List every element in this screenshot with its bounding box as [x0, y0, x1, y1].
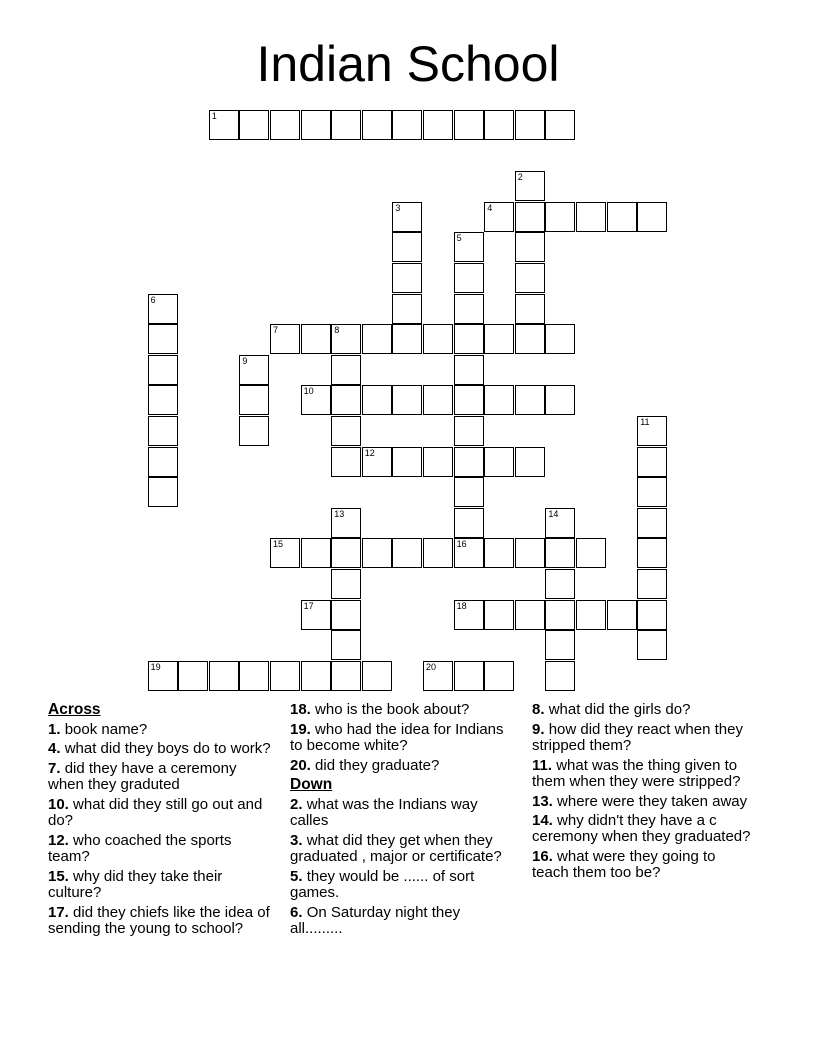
grid-cell[interactable] [423, 661, 453, 691]
grid-cell[interactable] [239, 661, 269, 691]
grid-cell[interactable] [454, 294, 484, 324]
grid-cell[interactable] [454, 447, 484, 477]
grid-cell[interactable] [454, 355, 484, 385]
grid-cell[interactable] [392, 447, 422, 477]
grid-cell[interactable] [423, 110, 453, 140]
grid-cell[interactable] [515, 110, 545, 140]
grid-cell[interactable] [484, 661, 514, 691]
grid-cell[interactable] [545, 324, 575, 354]
grid-cell[interactable] [148, 385, 178, 415]
clue-down-6: 6. On Saturday night they all......... [290, 903, 461, 937]
grid-cell[interactable] [331, 600, 361, 630]
cell-number: 17 [303, 600, 314, 611]
grid-cell[interactable] [454, 600, 484, 630]
grid-cell[interactable] [423, 385, 453, 415]
grid-cell[interactable] [484, 202, 514, 232]
puzzle-title: Indian School [256, 36, 560, 92]
grid-cell[interactable] [301, 600, 331, 630]
grid-cell[interactable] [545, 600, 575, 630]
grid-cell[interactable] [331, 416, 361, 446]
grid-cell[interactable] [637, 538, 667, 568]
grid-cell[interactable] [454, 416, 484, 446]
down-heading: Down [290, 776, 333, 794]
grid-cell[interactable] [454, 232, 484, 262]
grid-cell[interactable] [515, 294, 545, 324]
cell-number: 12 [364, 447, 375, 458]
grid-cell[interactable] [454, 324, 484, 354]
grid-cell[interactable] [484, 447, 514, 477]
grid-cell[interactable] [270, 538, 300, 568]
cell-number: 15 [273, 539, 284, 550]
grid-cell[interactable] [301, 385, 331, 415]
grid-cell[interactable] [515, 538, 545, 568]
grid-cell[interactable] [515, 324, 545, 354]
grid-cell[interactable] [515, 447, 545, 477]
grid-cell[interactable] [270, 110, 300, 140]
clue-column-1 [48, 702, 276, 941]
clue-across-7: 7. did they have a ceremony when they graduted [48, 760, 237, 794]
cell-number: 13 [334, 508, 345, 519]
grid-cell[interactable] [301, 324, 331, 354]
grid-cell[interactable] [270, 661, 300, 691]
grid-cell[interactable] [331, 661, 361, 691]
grid-cell[interactable] [454, 538, 484, 568]
cell-number: 20 [426, 661, 437, 672]
grid-cell[interactable] [423, 447, 453, 477]
grid-cell[interactable] [454, 477, 484, 507]
grid-cell[interactable] [637, 416, 667, 446]
grid-cell[interactable] [484, 385, 514, 415]
grid-cell[interactable] [362, 324, 392, 354]
grid-cell[interactable] [515, 202, 545, 232]
grid-cell[interactable] [545, 385, 575, 415]
clue-column-2 [290, 702, 506, 941]
clue-down-5: 5. they would be ...... of sort games. [290, 867, 475, 902]
grid-cell[interactable] [454, 110, 484, 140]
grid-cell[interactable] [454, 508, 484, 538]
cell-number: 9 [242, 355, 248, 366]
grid-cell[interactable] [148, 661, 178, 691]
grid-cell[interactable] [392, 385, 422, 415]
clue-across-19: 19. who had the idea for Indians to become white? [290, 720, 504, 754]
grid-cell[interactable] [239, 110, 269, 140]
grid-cell[interactable] [576, 600, 606, 630]
grid-cell[interactable] [423, 324, 453, 354]
grid-cell[interactable] [392, 202, 422, 232]
grid-cell[interactable] [423, 538, 453, 568]
cell-number: 7 [273, 325, 279, 336]
grid-cell[interactable] [515, 171, 545, 201]
grid-cell[interactable] [576, 538, 606, 568]
cell-number: 5 [456, 233, 462, 244]
grid-cell[interactable] [301, 661, 331, 691]
grid-cell[interactable] [331, 569, 361, 599]
clue-across-17: 17. did they chiefs like the idea of sending the young to school? [48, 903, 270, 937]
clue-down-14: 14. why didn't they have a c ceremony when they graduated? [532, 812, 751, 846]
grid-cell[interactable] [301, 110, 331, 140]
grid-cell[interactable] [545, 569, 575, 599]
grid-cell[interactable] [515, 232, 545, 262]
grid-cell[interactable] [148, 477, 178, 507]
grid-cell[interactable] [545, 661, 575, 691]
clue-across-18: 18. who is the book about? [290, 701, 470, 718]
grid-cell[interactable] [301, 538, 331, 568]
grid-cell[interactable] [515, 600, 545, 630]
grid-cell[interactable] [392, 110, 422, 140]
cell-number: 4 [487, 202, 493, 213]
cell-number: 8 [334, 325, 340, 336]
grid-cell[interactable] [331, 110, 361, 140]
cell-number: 3 [395, 202, 401, 213]
grid-cell[interactable] [239, 385, 269, 415]
cell-number: 14 [548, 508, 559, 519]
clue-across-15: 15. why did they take their culture? [48, 867, 223, 902]
grid-cell[interactable] [484, 600, 514, 630]
cell-number: 11 [640, 417, 650, 427]
grid-cell[interactable] [148, 416, 178, 446]
clue-across-1: 1. book name? [48, 720, 148, 738]
grid-cell[interactable] [392, 294, 422, 324]
grid-cell[interactable] [209, 110, 239, 140]
grid-cell[interactable] [545, 202, 575, 232]
clue-down-16: 16. what were they going to teach them too be? [532, 848, 716, 882]
grid-cell[interactable] [515, 385, 545, 415]
cell-number: 16 [456, 539, 467, 550]
grid-cell[interactable] [576, 202, 606, 232]
grid-cell[interactable] [637, 202, 667, 232]
grid-cell[interactable] [270, 324, 300, 354]
grid-cell[interactable] [331, 355, 361, 385]
grid-cell[interactable] [637, 630, 667, 660]
grid-cell[interactable] [484, 538, 514, 568]
cell-number: 10 [303, 386, 314, 397]
grid-cell[interactable] [484, 110, 514, 140]
grid-cell[interactable] [148, 294, 178, 324]
grid-cell[interactable] [362, 447, 392, 477]
grid-cell[interactable] [607, 202, 637, 232]
clue-down-9: 9. how did they react when they stripped them? [532, 720, 743, 754]
grid-cell[interactable] [331, 630, 361, 660]
clue-across-12: 12. who coached the sports team? [48, 831, 232, 866]
grid-cell[interactable] [331, 385, 361, 415]
cell-number: 19 [150, 661, 161, 672]
clue-down-11: 11. what was the thing given to them when they were stripped? [532, 756, 741, 790]
grid-cell[interactable] [331, 324, 361, 354]
cell-number: 1 [211, 111, 217, 121]
grid-cell[interactable] [331, 447, 361, 477]
clue-across-20: 20. did they graduate? [290, 756, 440, 774]
grid-cell[interactable] [454, 263, 484, 293]
grid-cell[interactable] [209, 661, 239, 691]
clue-column-3 [532, 702, 754, 885]
grid-cell[interactable] [148, 447, 178, 477]
grid-cell[interactable] [545, 630, 575, 660]
grid-cell[interactable] [331, 508, 361, 538]
grid-cell[interactable] [178, 661, 208, 691]
grid-cell[interactable] [637, 600, 667, 630]
clue-down-13: 13. where were they taken away [532, 792, 748, 810]
grid-cell[interactable] [545, 538, 575, 568]
grid-cell[interactable] [545, 110, 575, 140]
cell-number: 2 [517, 172, 523, 183]
clue-across-10: 10. what did they still go out and do? [48, 796, 263, 830]
grid-cell[interactable] [545, 508, 575, 538]
cell-number: 6 [150, 294, 156, 305]
grid-cell[interactable] [148, 324, 178, 354]
grid-cell[interactable] [362, 385, 392, 415]
grid-cell[interactable] [515, 263, 545, 293]
grid-cell[interactable] [392, 324, 422, 354]
clue-across-4: 4. what did they boys do to work? [48, 740, 271, 758]
grid-cell[interactable] [392, 263, 422, 293]
grid-cell[interactable] [362, 661, 392, 691]
cell-number: 18 [456, 600, 467, 611]
grid-cell[interactable] [362, 538, 392, 568]
grid-cell[interactable] [239, 416, 269, 446]
grid-cell[interactable] [637, 569, 667, 599]
clue-down-3: 3. what did they get when they graduated , major or certificate? [290, 831, 502, 866]
grid-cell[interactable] [454, 385, 484, 415]
grid-cell[interactable] [637, 447, 667, 477]
across-heading: Across [48, 701, 101, 718]
clue-down-2: 2. what was the Indians way calles [290, 796, 478, 830]
grid-cell[interactable] [392, 538, 422, 568]
grid-cell[interactable] [454, 661, 484, 691]
grid-cell[interactable] [392, 232, 422, 262]
grid-cell[interactable] [239, 355, 269, 385]
grid-cell[interactable] [637, 508, 667, 538]
clue-down-8: 8. what did the girls do? [532, 701, 691, 718]
grid-cell[interactable] [362, 110, 392, 140]
grid-cell[interactable] [607, 600, 637, 630]
grid-cell[interactable] [148, 355, 178, 385]
grid-cell[interactable] [484, 324, 514, 354]
grid-cell[interactable] [331, 538, 361, 568]
grid-cell[interactable] [637, 477, 667, 507]
